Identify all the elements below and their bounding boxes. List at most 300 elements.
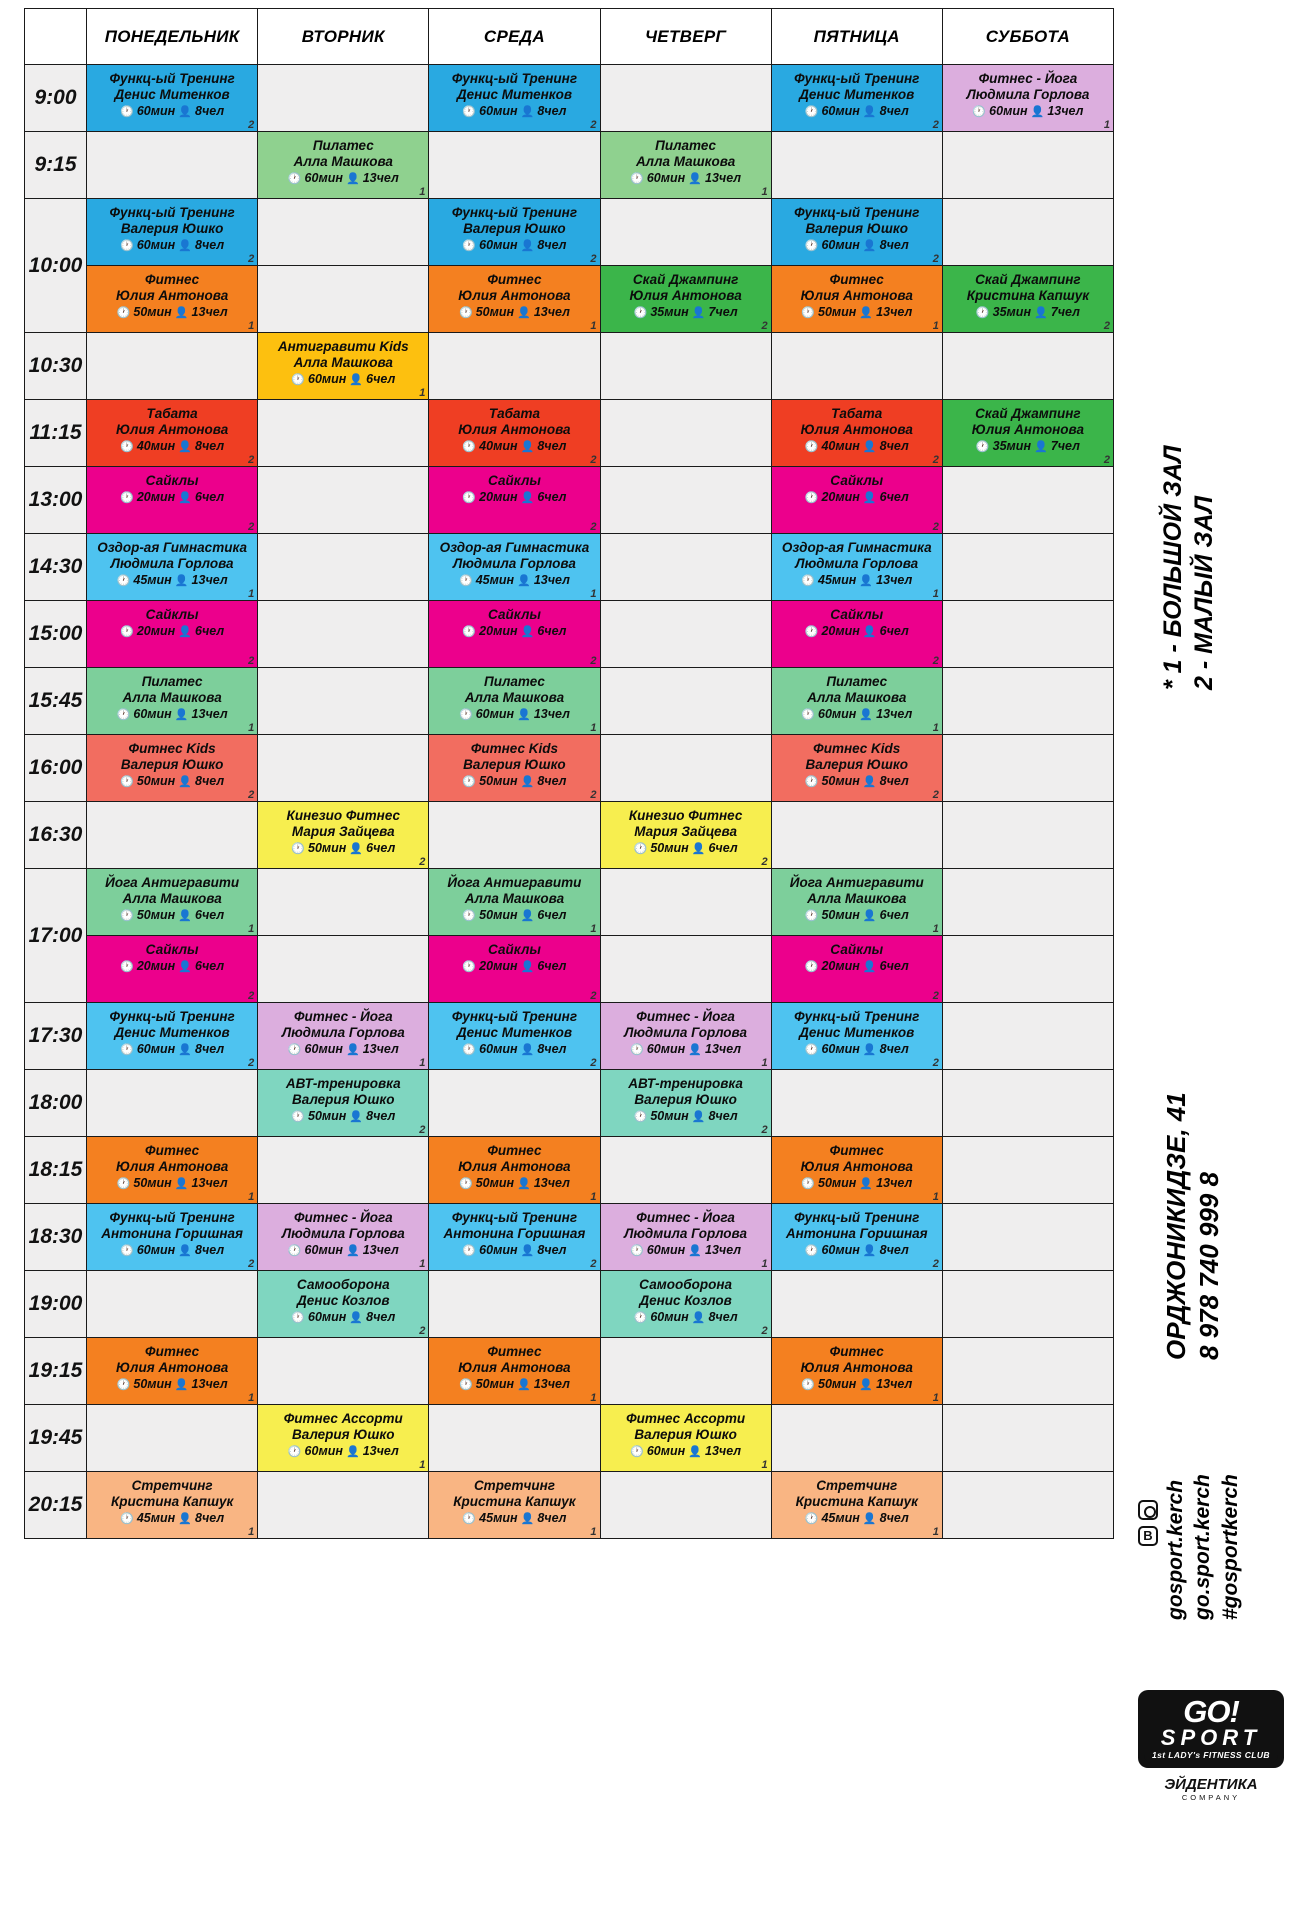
class-duration: 50мин <box>308 841 347 856</box>
class-meta <box>91 624 253 638</box>
class-slot[interactable] <box>771 467 942 534</box>
person-icon: 👤 <box>514 307 534 320</box>
class-name: Сайклы <box>145 607 199 622</box>
trainer-name: Людмила Горлова <box>624 1226 748 1242</box>
class-duration: 40мин <box>136 439 176 454</box>
class-slot[interactable] <box>771 1003 942 1070</box>
person-icon: 👤 <box>859 1245 880 1258</box>
class-name: Функц-ый Тренинг <box>109 71 235 86</box>
day-header-monday: ПОНЕДЕЛЬНИК <box>87 9 258 65</box>
hashtag: #gosportkerch <box>1218 1474 1242 1620</box>
person-icon: 👤 <box>514 1178 534 1191</box>
class-capacity: 13чел <box>362 1042 399 1057</box>
empty-slot <box>771 1271 942 1338</box>
class-slot[interactable] <box>429 534 600 601</box>
class-slot[interactable] <box>771 735 942 802</box>
empty-slot <box>600 601 771 668</box>
brand-logo <box>1138 1690 1284 1802</box>
time-label: 9:00 <box>25 65 87 132</box>
hall-number: 2 <box>932 788 939 801</box>
hall-number: 2 <box>932 1257 939 1270</box>
person-icon: 👤 <box>688 843 709 856</box>
empty-slot <box>258 467 429 534</box>
class-schedule-table <box>24 8 1114 1539</box>
class-slot[interactable] <box>429 1003 600 1070</box>
clock-icon: 🕐 <box>630 173 647 186</box>
class-capacity: 13чел <box>362 171 399 186</box>
hall-number: 2 <box>761 855 768 868</box>
class-name: Функц-ый Тренинг <box>451 71 578 86</box>
info-sidebar <box>1120 0 1296 1920</box>
clock-icon: 🕐 <box>804 1513 822 1526</box>
class-name: Фитнес Kids <box>813 741 901 756</box>
class-name: Фитнес - Йога <box>293 1210 393 1225</box>
class-slot[interactable] <box>600 1271 771 1338</box>
class-duration: 50мин <box>650 1109 689 1124</box>
empty-slot <box>258 1137 429 1204</box>
class-slot[interactable] <box>258 1405 429 1472</box>
class-slot[interactable] <box>87 534 258 601</box>
hall-number: 2 <box>590 118 597 131</box>
trainer-name: Валерия Юшко <box>634 1092 737 1108</box>
class-meta <box>91 104 253 118</box>
class-capacity: 6чел <box>879 959 909 974</box>
hall-number: 1 <box>419 1458 426 1471</box>
clock-icon: 🕐 <box>804 441 822 454</box>
person-icon: 👤 <box>346 1312 367 1325</box>
class-duration: 60мин <box>821 1042 860 1057</box>
empty-slot <box>771 1070 942 1137</box>
class-capacity: 13чел <box>876 305 913 320</box>
schedule-row <box>25 1137 1114 1204</box>
schedule-row <box>25 936 1114 1003</box>
hall-number: 1 <box>590 319 597 332</box>
trainer-name: Юлия Антонова <box>800 1360 913 1376</box>
class-slot[interactable] <box>258 132 429 199</box>
person-icon: 👤 <box>342 1446 363 1459</box>
clock-icon: 🕐 <box>120 626 137 639</box>
class-slot[interactable] <box>87 735 258 802</box>
class-slot[interactable] <box>87 601 258 668</box>
class-capacity: 8чел <box>879 1243 909 1258</box>
empty-slot <box>258 1338 429 1405</box>
class-name: Фитнес <box>487 272 542 287</box>
class-meta <box>776 490 938 504</box>
class-duration: 60мин <box>304 1042 343 1057</box>
class-slot[interactable] <box>771 400 942 467</box>
class-slot[interactable] <box>87 668 258 735</box>
class-meta <box>605 1109 767 1123</box>
class-slot[interactable] <box>429 266 600 333</box>
clock-icon: 🕐 <box>462 1245 480 1258</box>
class-slot[interactable] <box>600 1003 771 1070</box>
trainer-name: Людмила Горлова <box>452 556 576 572</box>
person-icon: 👤 <box>685 1245 706 1258</box>
class-meta <box>433 908 595 922</box>
class-slot[interactable] <box>429 936 600 1003</box>
empty-slot <box>429 333 600 400</box>
class-duration: 60мин <box>136 238 176 253</box>
hall-number: 1 <box>1103 118 1110 131</box>
clock-icon: 🕐 <box>801 575 819 588</box>
vk-handle[interactable]: go.sport.kerch <box>1191 1474 1215 1620</box>
class-slot[interactable] <box>771 668 942 735</box>
class-slot[interactable] <box>87 199 258 266</box>
schedule-row <box>25 601 1114 668</box>
class-meta <box>91 908 253 922</box>
clock-icon: 🕐 <box>116 1178 134 1191</box>
class-name: Йога Антигравити <box>789 875 924 890</box>
class-duration: 40мин <box>821 439 860 454</box>
time-label: 11:15 <box>25 400 87 467</box>
class-slot[interactable] <box>771 936 942 1003</box>
class-meta <box>776 305 938 319</box>
person-icon: 👤 <box>175 492 196 505</box>
hall-number: 1 <box>419 386 426 399</box>
trainer-name: Валерия Юшко <box>120 757 224 773</box>
time-label: 16:30 <box>25 802 87 869</box>
class-slot[interactable] <box>942 266 1113 333</box>
hall-number: 2 <box>932 520 939 533</box>
class-slot[interactable] <box>87 266 258 333</box>
class-capacity: 13чел <box>191 573 228 588</box>
hall-number: 1 <box>932 1525 939 1538</box>
class-capacity: 6чел <box>879 624 909 639</box>
class-duration: 20мин <box>479 624 518 639</box>
empty-slot <box>942 802 1113 869</box>
hall-number: 1 <box>248 1190 255 1203</box>
class-duration: 45мин <box>818 573 857 588</box>
class-meta <box>91 774 253 788</box>
class-slot[interactable] <box>258 802 429 869</box>
class-capacity: 6чел <box>366 841 396 856</box>
hall-number: 1 <box>248 721 255 734</box>
class-duration: 60мин <box>304 1243 343 1258</box>
person-icon: 👤 <box>856 1379 877 1392</box>
class-capacity: 8чел <box>537 1511 567 1526</box>
empty-slot <box>600 735 771 802</box>
clock-icon: 🕐 <box>116 709 134 722</box>
class-name: Пилатес <box>141 674 203 689</box>
empty-slot <box>942 1338 1113 1405</box>
hall-number: 2 <box>248 654 255 667</box>
time-label: 15:00 <box>25 601 87 668</box>
person-icon: 👤 <box>346 1111 367 1124</box>
class-name: Пилатес <box>484 674 545 689</box>
empty-slot <box>258 1472 429 1539</box>
day-header-thursday: ЧЕТВЕРГ <box>600 9 771 65</box>
class-slot[interactable] <box>771 266 942 333</box>
class-capacity: 6чел <box>195 490 225 505</box>
class-slot[interactable] <box>771 534 942 601</box>
class-slot[interactable] <box>258 1204 429 1271</box>
class-capacity: 8чел <box>537 1042 567 1057</box>
class-slot[interactable] <box>87 1137 258 1204</box>
time-label: 13:00 <box>25 467 87 534</box>
class-name: Табата <box>488 406 540 421</box>
class-capacity: 8чел <box>879 104 909 119</box>
class-slot[interactable] <box>429 1338 600 1405</box>
class-slot[interactable] <box>429 735 600 802</box>
class-capacity: 6чел <box>195 908 225 923</box>
class-capacity: 13чел <box>362 1444 399 1459</box>
class-slot[interactable] <box>600 1204 771 1271</box>
class-name: Оздор-ая Гимнастика <box>781 540 932 555</box>
class-slot[interactable] <box>429 65 600 132</box>
hall-number: 2 <box>590 520 597 533</box>
hall-number: 1 <box>419 1056 426 1069</box>
person-icon: 👤 <box>517 1245 538 1258</box>
class-slot[interactable] <box>771 1204 942 1271</box>
class-capacity: 13чел <box>705 1243 742 1258</box>
class-slot[interactable] <box>258 333 429 400</box>
class-slot[interactable] <box>771 65 942 132</box>
class-duration: 20мин <box>479 490 518 505</box>
clock-icon: 🕐 <box>804 1245 822 1258</box>
trainer-name: Алла Машкова <box>464 891 565 907</box>
hall-number: 1 <box>932 319 939 332</box>
class-name: Фитнес <box>145 1143 200 1158</box>
class-slot[interactable] <box>429 1137 600 1204</box>
company-name: ЭЙДЕНТИКА <box>1164 1776 1258 1793</box>
person-icon: 👤 <box>688 1111 709 1124</box>
class-name: Пилатес <box>312 138 374 153</box>
hall-number: 1 <box>590 587 597 600</box>
clock-icon: 🕐 <box>120 240 137 253</box>
hall-number: 2 <box>248 252 255 265</box>
social-icons <box>1138 1500 1160 1552</box>
class-meta <box>91 1377 253 1391</box>
class-capacity: 8чел <box>537 439 567 454</box>
class-meta <box>91 439 253 453</box>
class-name: Функц-ый Тренинг <box>794 1009 920 1024</box>
empty-slot <box>87 1271 258 1338</box>
empty-slot <box>600 467 771 534</box>
class-capacity: 13чел <box>191 305 228 320</box>
clock-icon: 🕐 <box>287 1446 305 1459</box>
class-slot[interactable] <box>429 601 600 668</box>
class-slot[interactable] <box>258 1271 429 1338</box>
empty-slot <box>258 65 429 132</box>
instagram-icon[interactable] <box>1138 1500 1158 1520</box>
class-meta <box>433 1176 595 1190</box>
clock-icon: 🕐 <box>804 106 822 119</box>
empty-slot <box>87 1070 258 1137</box>
class-slot[interactable] <box>600 1405 771 1472</box>
class-meta <box>605 841 767 855</box>
trainer-name: Юлия Антонова <box>800 1159 913 1175</box>
instagram-handle[interactable]: gosport.kerch <box>1164 1479 1187 1620</box>
class-name: Табата <box>831 406 883 421</box>
empty-slot <box>258 735 429 802</box>
trainer-name: Денис Козлов <box>297 1293 390 1309</box>
class-slot[interactable] <box>600 266 771 333</box>
class-capacity: 8чел <box>879 1511 909 1526</box>
class-slot[interactable] <box>87 467 258 534</box>
class-duration: 35мин <box>650 305 689 320</box>
hall-number: 2 <box>248 788 255 801</box>
empty-slot <box>600 936 771 1003</box>
clock-icon: 🕐 <box>291 374 309 387</box>
class-capacity: 8чел <box>708 1310 738 1325</box>
empty-slot <box>942 1137 1113 1204</box>
class-duration: 50мин <box>479 774 518 789</box>
class-slot[interactable] <box>771 869 942 936</box>
trainer-name: Людмила Горлова <box>110 556 234 572</box>
class-name: Самооборона <box>639 1277 733 1292</box>
person-icon: 👤 <box>171 1379 192 1392</box>
class-capacity: 8чел <box>195 104 225 119</box>
empty-slot <box>942 735 1113 802</box>
class-name: Функц-ый Тренинг <box>794 205 920 220</box>
empty-slot <box>942 601 1113 668</box>
class-name: Фитнес Kids <box>128 741 216 756</box>
trainer-name: Алла Машкова <box>807 891 907 907</box>
class-meta <box>776 439 938 453</box>
class-slot[interactable] <box>258 1003 429 1070</box>
class-slot[interactable] <box>600 132 771 199</box>
class-name: Стретчинг <box>816 1478 898 1493</box>
class-slot[interactable] <box>87 936 258 1003</box>
person-icon: 👤 <box>688 307 709 320</box>
hall-number: 1 <box>590 1190 597 1203</box>
trainer-name: Юлия Антонова <box>458 422 571 438</box>
class-slot[interactable] <box>429 1204 600 1271</box>
class-meta <box>433 238 595 252</box>
class-name: Фитнес <box>145 1344 200 1359</box>
class-slot[interactable] <box>771 601 942 668</box>
class-slot[interactable] <box>87 65 258 132</box>
schedule-row <box>25 199 1114 266</box>
person-icon: 👤 <box>856 709 877 722</box>
class-duration: 50мин <box>133 305 172 320</box>
clock-icon: 🕐 <box>630 1044 647 1057</box>
class-slot[interactable] <box>942 400 1113 467</box>
class-duration: 50мин <box>133 1176 172 1191</box>
class-slot[interactable] <box>87 400 258 467</box>
clock-icon: 🕐 <box>116 1379 134 1392</box>
empty-slot <box>87 333 258 400</box>
class-slot[interactable] <box>771 1472 942 1539</box>
hall-number: 2 <box>248 453 255 466</box>
time-label: 17:00 <box>25 869 87 1003</box>
trainer-name: Кристина Капшук <box>110 1494 234 1510</box>
class-slot[interactable] <box>771 199 942 266</box>
empty-slot <box>258 400 429 467</box>
class-slot[interactable] <box>429 199 600 266</box>
person-icon: 👤 <box>517 626 538 639</box>
class-name: Оздор-ая Гимнастика <box>97 540 247 555</box>
class-slot[interactable] <box>942 65 1113 132</box>
class-slot[interactable] <box>258 1070 429 1137</box>
class-slot[interactable] <box>600 802 771 869</box>
class-meta <box>262 1444 424 1458</box>
time-label: 19:00 <box>25 1271 87 1338</box>
class-duration: 60мин <box>136 1243 176 1258</box>
class-duration: 45мин <box>475 573 515 588</box>
trainer-name: Юлия Антонова <box>971 422 1085 438</box>
class-capacity: 6чел <box>879 908 909 923</box>
class-slot[interactable] <box>429 1472 600 1539</box>
class-capacity: 8чел <box>537 104 567 119</box>
class-slot[interactable] <box>600 1070 771 1137</box>
empty-slot <box>600 534 771 601</box>
class-duration: 60мин <box>133 707 172 722</box>
trainer-name: Денис Митенков <box>799 87 915 103</box>
class-capacity: 7чел <box>708 305 738 320</box>
class-slot[interactable] <box>771 1338 942 1405</box>
class-slot[interactable] <box>429 869 600 936</box>
class-slot[interactable] <box>87 1204 258 1271</box>
logo-badge <box>1138 1690 1284 1768</box>
class-slot[interactable] <box>87 869 258 936</box>
trainer-name: Валерия Юшко <box>463 221 566 237</box>
clock-icon: 🕐 <box>804 910 822 923</box>
class-slot[interactable] <box>87 1338 258 1405</box>
class-meta <box>947 439 1109 453</box>
class-meta <box>605 1310 767 1324</box>
class-capacity: 13чел <box>705 1444 742 1459</box>
class-slot[interactable] <box>429 467 600 534</box>
empty-slot <box>429 132 600 199</box>
class-duration: 20мин <box>136 959 176 974</box>
clock-icon: 🕐 <box>801 307 819 320</box>
vk-icon[interactable]: B <box>1138 1526 1158 1546</box>
trainer-name: Валерия Юшко <box>805 221 908 237</box>
empty-slot <box>942 1472 1113 1539</box>
class-meta <box>776 104 938 118</box>
empty-slot <box>942 333 1113 400</box>
class-name: Сайклы <box>145 473 199 488</box>
class-meta <box>433 439 595 453</box>
hall-number: 2 <box>761 1324 768 1337</box>
class-name: Табата <box>146 406 198 421</box>
class-capacity: 8чел <box>537 774 567 789</box>
clock-icon: 🕐 <box>462 240 480 253</box>
person-icon: 👤 <box>175 1513 196 1526</box>
class-duration: 20мин <box>821 490 860 505</box>
trainer-name: Юлия Антонова <box>115 1360 229 1376</box>
person-icon: 👤 <box>517 961 538 974</box>
hall-number: 2 <box>590 788 597 801</box>
person-icon: 👤 <box>859 441 880 454</box>
trainer-name: Антонина Горишная <box>785 1226 928 1242</box>
schedule-row <box>25 1070 1114 1137</box>
person-icon: 👤 <box>688 1312 709 1325</box>
time-label: 10:30 <box>25 333 87 400</box>
class-slot[interactable] <box>429 400 600 467</box>
phone-number[interactable]: 8 978 740 999 8 <box>1193 1172 1224 1360</box>
class-capacity: 13чел <box>876 1176 913 1191</box>
class-name: Фитнес - Йога <box>636 1210 735 1225</box>
day-header-wednesday: СРЕДА <box>429 9 600 65</box>
class-name: Скай Джампинг <box>632 272 739 287</box>
hall-number: 2 <box>1103 319 1110 332</box>
class-capacity: 8чел <box>537 1243 567 1258</box>
class-slot[interactable] <box>87 1472 258 1539</box>
person-icon: 👤 <box>171 709 192 722</box>
time-label: 17:30 <box>25 1003 87 1070</box>
class-name: Фитнес Ассорти <box>626 1411 746 1426</box>
class-slot[interactable] <box>429 668 600 735</box>
clock-icon: 🕐 <box>120 441 137 454</box>
class-slot[interactable] <box>87 1003 258 1070</box>
class-meta <box>91 707 253 721</box>
class-meta <box>433 490 595 504</box>
class-slot[interactable] <box>771 1137 942 1204</box>
person-icon: 👤 <box>175 106 196 119</box>
clock-icon: 🕐 <box>801 709 819 722</box>
